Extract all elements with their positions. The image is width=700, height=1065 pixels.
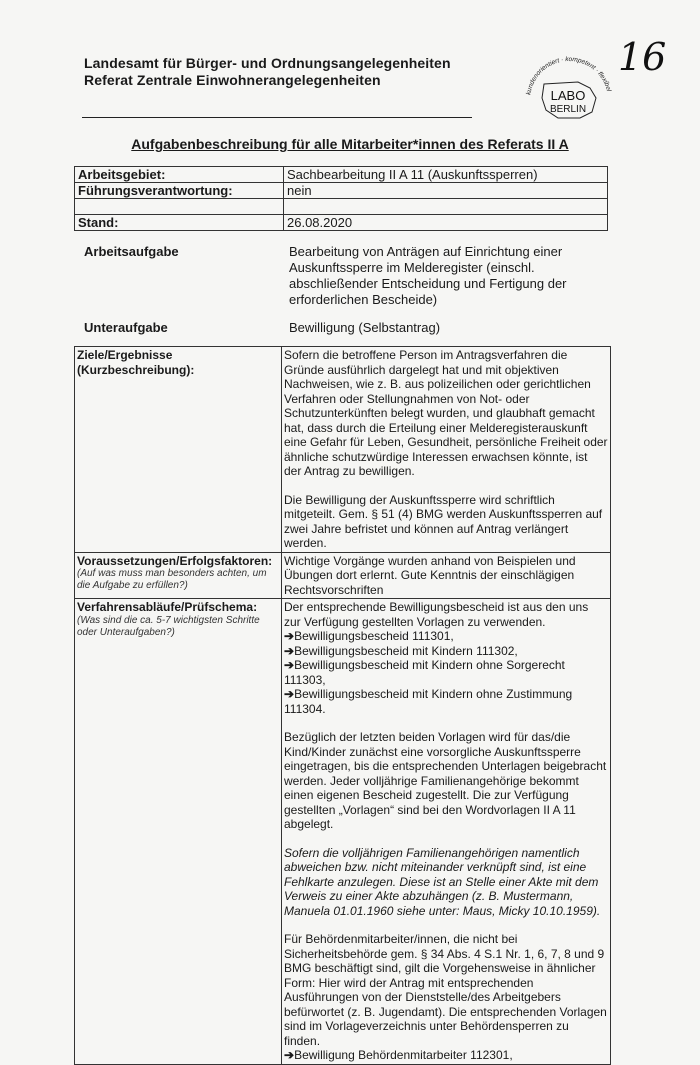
empty-value-cell	[284, 199, 608, 215]
stand-label: Stand:	[75, 215, 284, 231]
list-item: ➔Bewilligungsbescheid mit Kindern 111302,	[284, 643, 518, 658]
svg-text:BERLIN: BERLIN	[549, 104, 587, 115]
svg-text:LABO: LABO	[550, 88, 586, 103]
fuehrung-label: Führungsverantwortung:	[75, 183, 284, 199]
arbeitsaufgabe-label: Arbeitsaufgabe	[84, 244, 179, 259]
agency-name: Landesamt für Bürger- und Ordnungsangelegenheiten	[84, 55, 451, 71]
list-item: ➔Bewilligungsbescheid mit Kindern ohne Zustimmung 111304.	[284, 687, 573, 716]
arrow-icon: ➔	[284, 687, 295, 701]
arrow-icon: ➔	[284, 643, 295, 658]
ziele-paragraph-1: Sofern die betroffene Person im Antragsverfahren die Gründe ausführlich dargelegt hat und mit objektiven Nachweisen, wie z. B. aus polizeilichen oder gerichtlichen Verfahren oder Stellungnahmen von Not- oder Schutzunterkünften belegt wurden, und glaubhaft gemacht hat, dass durch die Erteilung einer Melderegisterauskunft eine Gefahr für Leben, Gesundheit, persönliche Freiheit oder ähnliche schutzwürdige Interessen erwachsen könnte, ist der Antrag zu bewilligen.	[284, 348, 608, 478]
task-detail-table	[74, 346, 611, 1065]
verfahren-paragraph-1: Der entsprechende Bewilligungsbescheid ist aus den uns zur Verfügung gestellten Vorlagen zu verwenden.	[284, 600, 589, 629]
header-rule	[82, 117, 472, 118]
row-ziele	[75, 347, 611, 553]
verfahren-paragraph-4: Für Behördenmitarbeiter/innen, die nicht bei Sicherheitsbehörde gem. § 34 Abs. 4 S.1 Nr. 1, 6, 7, 8 und 9 BMG beschäftigt sind, gilt die Vorgehensweise in ähnlicher Form: Hier wird der Antrag mit entsprechenden Ausführungen von der Dienststelle/des Arbeitgebers befürwortet (z. B. Jugendamt). Die entsprechenden Vorlagen sind im Vorlageverzeichnis unter Behördensperren zu finden.	[284, 932, 607, 1048]
meta-row-stand	[75, 215, 608, 231]
verfahren-hint: (Was sind die ca. 5-7 wichtigsten Schritte oder Unteraufgaben?)	[77, 614, 260, 638]
voraussetzungen-text: Wichtige Vorgänge wurden anhand von Beispielen und Übungen dort erlernt. Gute Kenntnis der einschlägigen Rechtsvorschriften	[284, 553, 576, 597]
meta-row-fuehrung	[75, 183, 608, 199]
meta-row-empty	[75, 199, 608, 215]
list-item: ➔Bewilligungsbescheid 111301,	[284, 629, 454, 643]
fuehrung-value: nein	[284, 183, 608, 199]
ziele-label: Ziele/Ergebnisse (Kurzbeschreibung):	[77, 348, 195, 377]
ziele-content-cell	[282, 347, 611, 553]
voraussetzungen-label-cell	[75, 552, 282, 599]
unteraufgabe-label: Unteraufgabe	[84, 320, 168, 335]
arbeitsgebiet-label: Arbeitsgebiet:	[75, 167, 284, 183]
row-verfahren	[75, 599, 611, 1065]
empty-label-cell	[75, 199, 284, 215]
authority-template-list	[284, 1048, 608, 1063]
list-item: ➔Bewilligungsbescheid mit Kindern ohne Sorgerecht 111303,	[284, 658, 565, 687]
ziele-paragraph-2: Die Bewilligung der Auskunftssperre wird schriftlich mitgeteilt. Gem. § 51 (4) BMG werden Auskunftssperren auf zwei Jahre befristet und können auf Antrag verlängert werden.	[284, 492, 603, 550]
department-name: Referat Zentrale Einwohnerangelegenheiten	[84, 72, 381, 88]
arbeitsgebiet-value: Sachbearbeitung II A 11 (Auskunftssperren)	[284, 167, 608, 183]
unteraufgabe-text: Bewilligung (Selbstantrag)	[289, 320, 441, 335]
stand-value: 26.08.2020	[284, 215, 608, 231]
labo-berlin-stamp-logo	[518, 42, 618, 127]
row-voraussetzungen	[75, 552, 611, 599]
document-title: Aufgabenbeschreibung für alle Mitarbeiter*innen des Referats II A	[131, 136, 569, 152]
ziele-label-cell	[75, 347, 282, 553]
arbeitsaufgabe-text: Bearbeitung von Anträgen auf Einrichtung einer Auskunftssperre im Melderegister (einschl. abschließender Entscheidung und Fertigung der erforderlichen Bescheide)	[289, 244, 567, 307]
list-item: ➔Bewilligung Behördenmitarbeiter 112301,	[284, 1048, 513, 1062]
meta-table	[74, 166, 608, 231]
verfahren-paragraph-3: Sofern die volljährigen Familienangehörigen namentlich abweichen bzw. nicht miteinander verknüpft sind, ist eine Fehlkarte anzulegen. Diese ist an Stelle einer Akte mit dem Verweis zu einer Akte abzuhängen (z. B. Mustermann, Manuela 01.01.1960 siehe unter: Maus, Micky 10.10.1959).	[284, 845, 601, 918]
verfahren-label-cell	[75, 599, 282, 1065]
handwritten-page-number	[616, 28, 676, 80]
svg-text:16: 16	[618, 35, 667, 79]
arrow-icon: ➔	[284, 1048, 295, 1062]
svg-text:kundenorientiert · kompetent ·: kundenorientiert · kompetent · flexibel	[525, 55, 612, 96]
verfahren-content-cell	[282, 599, 611, 1065]
voraussetzungen-label: Voraussetzungen/Erfolgsfaktoren:	[77, 553, 273, 568]
template-list	[284, 629, 608, 716]
arrow-icon: ➔	[284, 658, 295, 672]
voraussetzungen-hint: (Auf was muss man besonders achten, um die Aufgabe zu erfüllen?)	[77, 568, 267, 591]
verfahren-label: Verfahrensabläufe/Prüfschema:	[77, 600, 258, 614]
arrow-icon: ➔	[284, 629, 295, 643]
voraussetzungen-content-cell	[282, 552, 611, 599]
verfahren-paragraph-2: Bezüglich der letzten beiden Vorlagen wird für das/die Kind/Kinder zunächst eine vorsorgliche Auskunftssperre eingetragen, bis die entsprechenden Unterlagen beigebracht werden. Jeder volljährige Familienangehörige bekommt einen eigenen Bescheid zugestellt. Die zur Verfügung gestellten „Vorlagen“ sind bei den Wordvorlagen II A 11 abgelegt.	[284, 730, 607, 831]
meta-row-arbeitsgebiet	[75, 167, 608, 183]
